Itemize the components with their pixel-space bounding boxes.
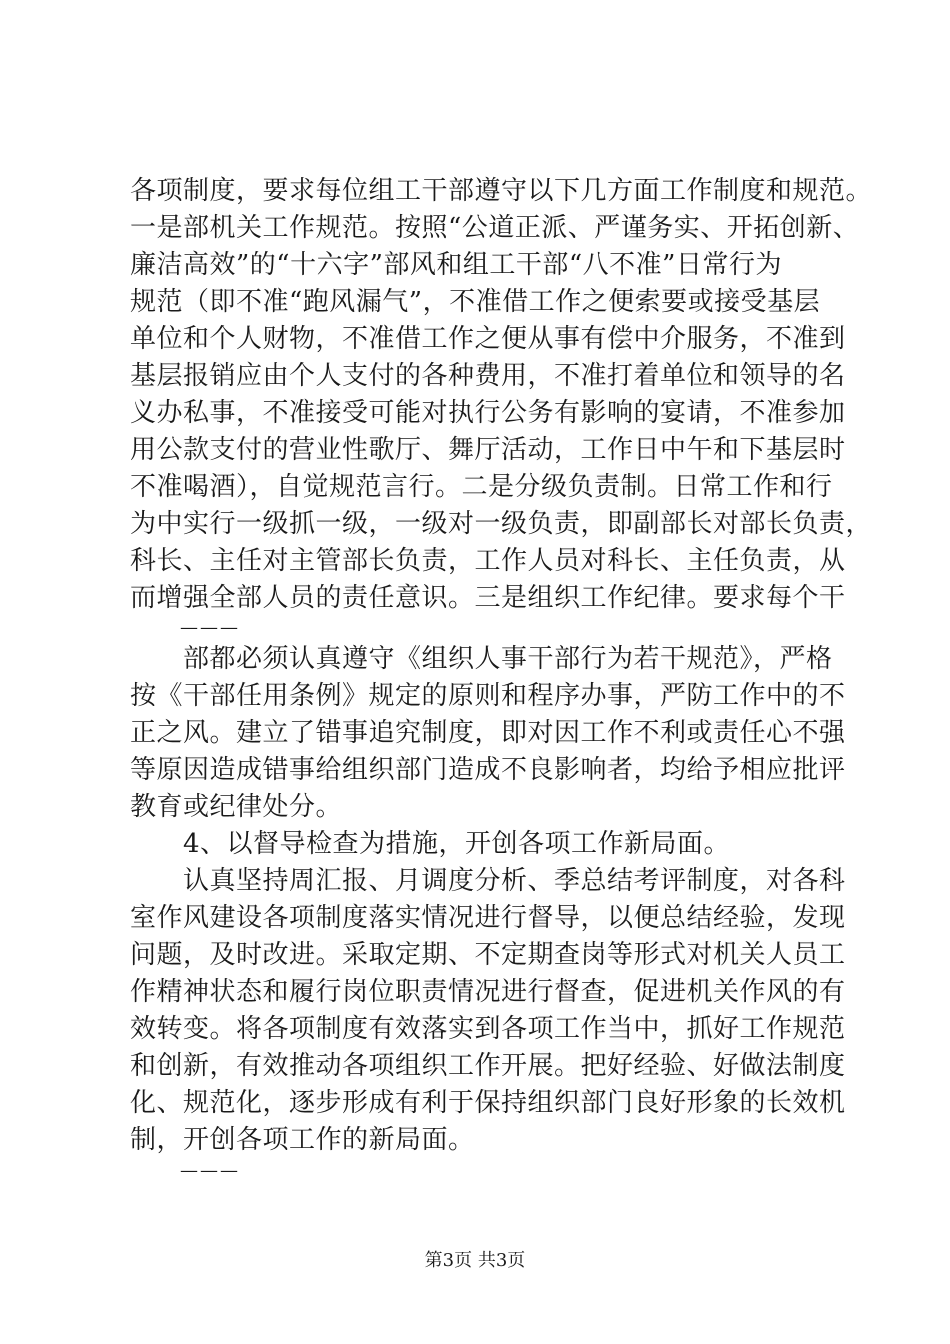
body-text-line: 为中实行一级抓一级，一级对一级负责，即副部长对部长负责，: [130, 509, 873, 539]
body-text-line: 作精神状态和履行岗位职责情况进行督查，促进机关作风的有: [130, 977, 846, 1007]
body-text-line: 而增强全部人员的责任意识。三是组织工作纪律。要求每个干: [130, 583, 846, 613]
body-text-line: 一是部机关工作规范。按照“公道正派、严谨务实、开拓创新、: [130, 213, 860, 243]
body-text-line: 正之风。建立了错事追究制度，即对因工作不利或责任心不强: [130, 718, 846, 748]
body-text-line: 效转变。将各项制度有效落实到各项工作当中，抓好工作规范: [130, 1014, 846, 1044]
body-text-line: 不准喝酒），自觉规范言行。二是分级负责制。日常工作和行: [130, 472, 833, 502]
body-text-line: 教育或纪律处分。: [130, 792, 343, 822]
section-separator: ———: [180, 1160, 240, 1181]
section-separator: ———: [180, 617, 240, 638]
body-text-line: 室作风建设各项制度落实情况进行督导，以便总结经验，发现: [130, 903, 846, 933]
body-text-line: 规范（即不准“跑风漏气”，不准借工作之便索要或接受基层: [130, 287, 821, 317]
body-text-line: 制，开创各项工作的新局面。: [130, 1125, 475, 1155]
page-footer: 第3页 共3页: [424, 1250, 526, 1271]
body-text-line: 问题，及时改进。采取定期、不定期查岗等形式对机关人员工: [130, 940, 846, 970]
body-text-line: 用公款支付的营业性歌厅、舞厅活动，工作日中午和下基层时: [130, 435, 846, 465]
body-text-line: 单位和个人财物，不准借工作之便从事有偿中介服务，不准到: [130, 324, 846, 354]
body-text-line: 基层报销应由个人支付的各种费用，不准打着单位和领导的名: [130, 361, 846, 391]
body-text-line: 等原因造成错事给组织部门造成不良影响者，均给予相应批评: [130, 755, 846, 785]
body-text-line: 各项制度，要求每位组工干部遵守以下几方面工作制度和规范。: [130, 176, 873, 206]
body-text-line: 义办私事，不准接受可能对执行公务有影响的宴请，不准参加: [130, 398, 846, 428]
body-text-line: 廉洁高效”的“十六字”部风和组工干部“八不准”日常行为: [130, 250, 782, 280]
body-text-line: 科长、主任对主管部长负责，工作人员对科长、主任负责，从: [130, 546, 846, 576]
body-text-line: 和创新，有效推动各项组织工作开展。把好经验、好做法制度: [130, 1051, 846, 1081]
body-text-line: 按《干部任用条例》规定的原则和程序办事，严防工作中的不: [130, 681, 846, 711]
body-text-line: 部都必须认真遵守《组织人事干部行为若干规范》，严格: [183, 644, 833, 674]
section-heading: 4、以督导检查为措施，开创各项工作新局面。: [183, 829, 731, 859]
body-text-line: 认真坚持周汇报、月调度分析、季总结考评制度，对各科: [183, 866, 846, 896]
body-text-line: 化、规范化，逐步形成有利于保持组织部门良好形象的长效机: [130, 1088, 846, 1118]
